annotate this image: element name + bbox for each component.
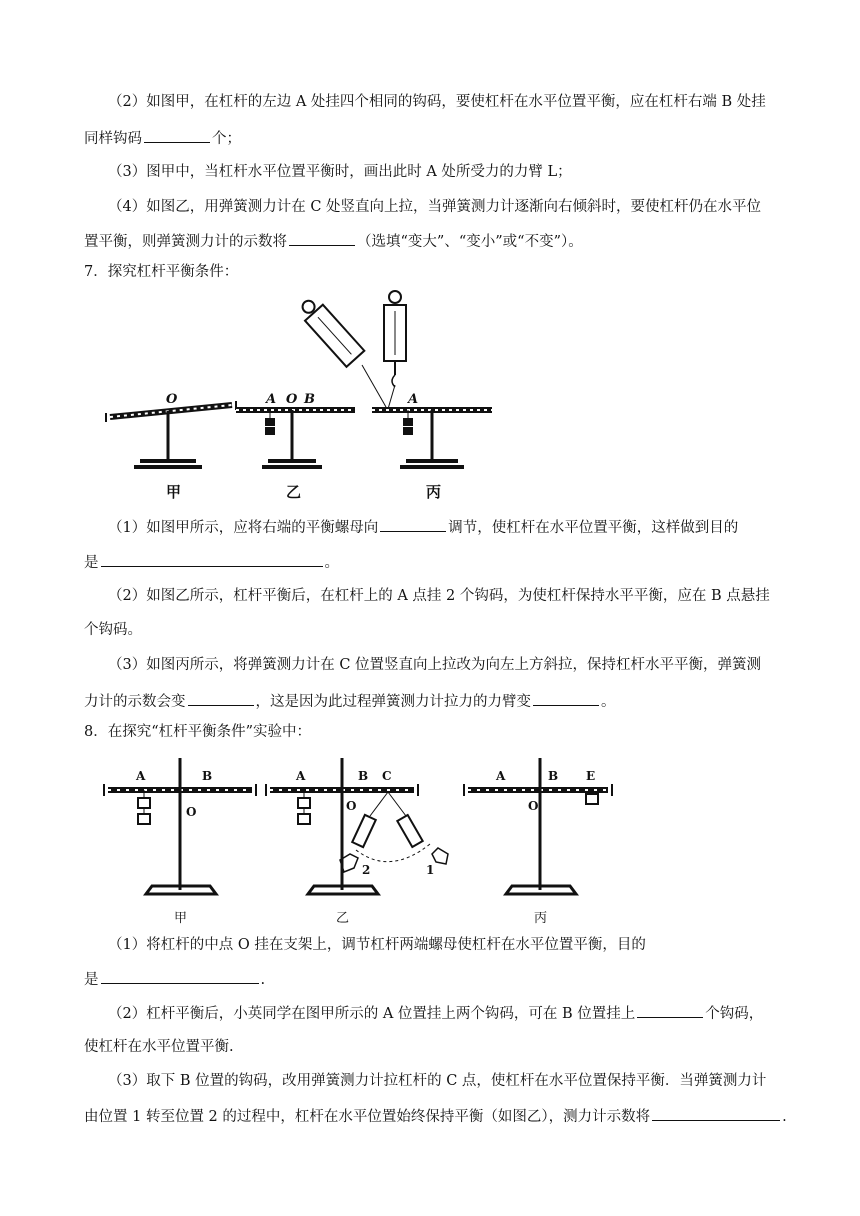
- q7-part3-line1: （3）如图丙所示，将弹簧测力计在 C 位置竖直向上拉改为向左上方斜拉，保持杠杆水平平衡，弹簧测: [108, 657, 762, 673]
- q6-part4-line1: （4）如图乙，用弹簧测力计在 C 处竖直向上拉，当弹簧测力计逐渐向右倾斜时，要使杠杆仍在水平位: [108, 199, 762, 215]
- q7-part3-blank2[interactable]: [533, 690, 599, 706]
- q6-part4-post: （选填“变大”、“变小”或“不变”）。: [357, 234, 583, 250]
- q8-part3-line1: （3）取下 B 位置的钩码，改用弹簧测力计拉杠杆的 C 点，使杠杆在水平位置保持平衡．当弹簧测力计: [108, 1073, 767, 1089]
- q8-figure: [100, 752, 620, 930]
- q7-figure: [100, 285, 500, 505]
- q7-part2-line2: 个钩码。: [84, 622, 142, 638]
- q7-part3-post: 。: [601, 694, 616, 710]
- q8-part3-blank[interactable]: [652, 1105, 780, 1121]
- q8-label-c-yi: C: [382, 769, 392, 783]
- q7-label-a-bing: A: [408, 392, 419, 407]
- q7-part1-pre: （1）如图甲所示，应将右端的平衡螺母向: [108, 520, 379, 536]
- q8-label-e-bing: E: [586, 769, 596, 783]
- q7-part3-blank1[interactable]: [188, 690, 254, 706]
- q6-part2-post: 个；: [212, 131, 241, 147]
- q6-part4-pre: 置平衡，则弹簧测力计的示数将: [84, 234, 287, 250]
- q8-title: 8．在探究“杠杆平衡条件”实验中：: [84, 724, 312, 740]
- q8-part2-blank[interactable]: [637, 1002, 703, 1018]
- q8-label-2-yi: 2: [362, 863, 371, 877]
- q8-label-a-yi: A: [296, 769, 306, 783]
- q8-label-o-bing: O: [528, 799, 539, 813]
- q8-label-1-yi: 1: [426, 863, 435, 877]
- q8-fig-yi: [266, 758, 448, 894]
- q6-part4-blank[interactable]: [289, 230, 355, 246]
- q8-part2-pre: （2）杠杆平衡后，小英同学在图甲所示的 A 位置挂上两个钩码，可在 B 位置挂上: [108, 1006, 636, 1022]
- q8-part2-post: 个钩码，: [705, 1006, 764, 1022]
- q8-caption-bing: 丙: [534, 911, 548, 926]
- q7-title: 7．探究杠杆平衡条件：: [84, 264, 239, 280]
- q7-label-o-yi: O: [286, 392, 298, 407]
- q7-fig-bing: [296, 291, 492, 467]
- q7-caption-jia: 甲: [166, 483, 182, 501]
- q8-fig-jia: [104, 758, 256, 894]
- q7-label-o-jia: O: [166, 392, 178, 407]
- q7-part1-post2: 。: [324, 555, 339, 571]
- q8-part1-post: .: [260, 972, 266, 988]
- q8-label-o-yi: O: [346, 799, 357, 813]
- q6-part4-line2: [84, 230, 784, 252]
- q8-caption-jia: 甲: [174, 911, 188, 926]
- q7-part1-line1: [108, 516, 808, 538]
- q7-label-a-yi: A: [266, 392, 277, 407]
- q6-part2-line1: （2）如图甲，在杠杆的左边 A 处挂四个相同的钩码，要使杠杆在水平位置平衡，应在杠杆右端 B 处挂: [108, 94, 766, 110]
- q8-part1-line1: （1）将杠杆的中点 O 挂在支架上，调节杠杆两端螺母使杠杆在水平位置平衡，目的: [108, 937, 646, 953]
- q8-label-b-yi: B: [358, 769, 369, 783]
- q8-caption-yi: 乙: [336, 911, 350, 926]
- q8-label-a-jia: A: [136, 769, 146, 783]
- q8-part3-line2: [84, 1105, 787, 1127]
- q6-part2-pre: 同样钩码: [84, 131, 142, 147]
- q7-part1-blank2[interactable]: [101, 551, 323, 567]
- q7-fig-jia: [106, 401, 236, 467]
- q8-part3-pre: 由位置 1 转至位置 2 的过程中，杠杆在水平位置始终保持平衡（如图乙），测力计示数将: [84, 1109, 651, 1125]
- q7-caption-bing: 丙: [426, 483, 442, 501]
- q8-part1-line2: [84, 968, 784, 990]
- q7-part1-pre2: 是: [84, 555, 99, 571]
- q7-part1-post: 调节，使杠杆在水平位置平衡，这样做到目的: [448, 520, 739, 536]
- q8-label-a-bing: A: [496, 769, 506, 783]
- q8-label-o-jia: O: [186, 805, 197, 819]
- q8-label-b-jia: B: [202, 769, 213, 783]
- q6-part2-line2: [84, 127, 784, 149]
- q7-label-b-yi: B: [304, 392, 315, 407]
- q6-part3: （3）图甲中，当杠杆水平位置平衡时，画出此时 A 处所受力的力臂 L；: [108, 164, 572, 180]
- q8-part1-blank[interactable]: [101, 968, 259, 984]
- q6-part2-blank[interactable]: [144, 127, 210, 143]
- q7-part3-pre: 力计的示数会变: [84, 694, 186, 710]
- q7-caption-yi: 乙: [286, 483, 302, 501]
- q7-fig-yi: [236, 410, 355, 467]
- q8-part2-line2: 使杠杆在水平位置平衡.: [84, 1039, 234, 1055]
- q7-part3-line2: [84, 690, 784, 712]
- q8-part2-line1: [108, 1002, 808, 1024]
- q8-part1-pre: 是: [84, 972, 99, 988]
- q7-part1-line2: [84, 551, 784, 573]
- q7-part2-line1: （2）如图乙所示，杠杆平衡后，在杠杆上的 A 点挂 2 个钩码，为使杠杆保持水平平衡，应在 B 点悬挂: [108, 588, 770, 604]
- q7-part1-blank1[interactable]: [380, 516, 446, 532]
- q7-part3-mid: ，这是因为此过程弹簧测力计拉力的力臂变: [255, 694, 531, 710]
- q8-label-b-bing: B: [548, 769, 559, 783]
- q8-part3-post: .: [782, 1109, 787, 1125]
